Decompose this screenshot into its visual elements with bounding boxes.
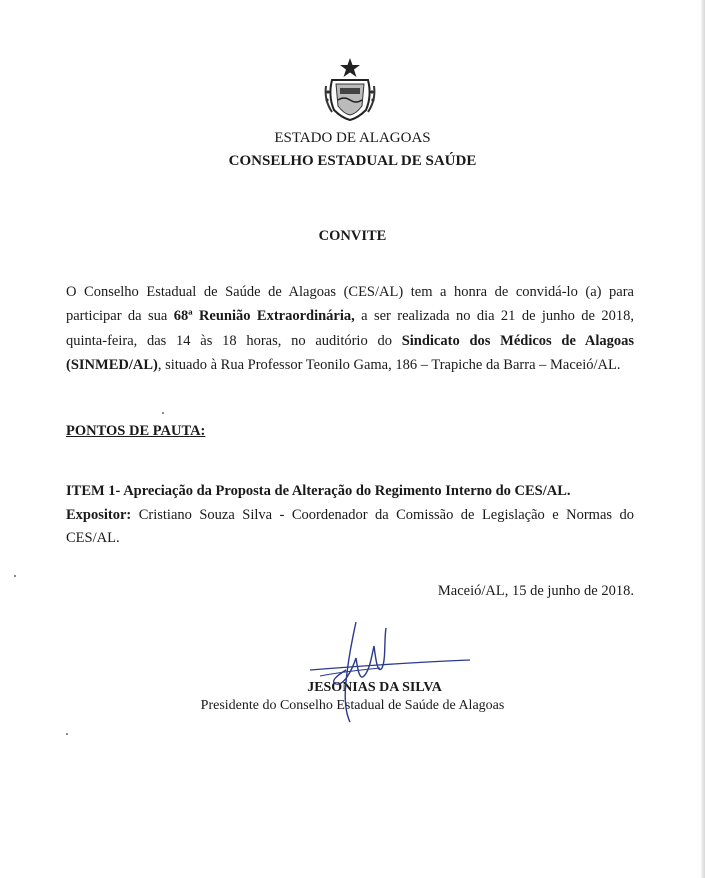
venue-name: Sindicato dos Médicos de Alagoas bbox=[401, 333, 634, 349]
council-heading: CONSELHO ESTADUAL DE SAÚDE bbox=[228, 153, 477, 169]
date-line: Maceió/AL, 15 de junho de 2018. bbox=[437, 583, 634, 599]
agenda-presenter: Expositor: Cristiano Souza Silva - Coordenador da Comissão de Legislação e Normas do bbox=[66, 507, 634, 523]
signatory-name: JESONIAS DA SILVA bbox=[307, 680, 442, 695]
invitation-line-1: O Conselho Estadual de Saúde de Alagoas (CES/AL) tem a honra de convidá-lo (a) para bbox=[66, 284, 634, 300]
scan-speck bbox=[162, 412, 164, 414]
agenda-item-1: ITEM 1- Apreciação da Proposta de Alteração do Regimento Interno do CES/AL. bbox=[66, 483, 571, 499]
invitation-line-3: quinta-feira, das 14 às 18 horas, no auditório do Sindicato dos Médicos de Alagoas bbox=[66, 333, 634, 349]
alagoas-coat-of-arms-icon bbox=[322, 56, 378, 122]
signatory-role: Presidente do Conselho Estadual de Saúde de Alagoas bbox=[200, 698, 505, 713]
scan-speck bbox=[66, 733, 68, 735]
presenter-label: Expositor: bbox=[66, 507, 132, 523]
document-title: CONVITE bbox=[318, 228, 387, 244]
agenda-presenter-cont: CES/AL. bbox=[66, 530, 120, 546]
state-heading: ESTADO DE ALAGOAS bbox=[274, 130, 431, 146]
meeting-name: 68ª Reunião Extraordinária, bbox=[173, 308, 355, 324]
venue-acronym: (SINMED/AL) bbox=[66, 357, 158, 373]
invitation-line-4: (SINMED/AL), situado à Rua Professor Teonilo Gama, 186 – Trapiche da Barra – Maceió/AL. bbox=[66, 357, 621, 373]
agenda-heading: PONTOS DE PAUTA: bbox=[66, 423, 206, 439]
handwritten-signature bbox=[300, 610, 480, 730]
scan-speck bbox=[14, 575, 16, 577]
invitation-line-2: participar da sua 68ª Reunião Extraordinária, a ser realizada no dia 21 de junho de 2018, bbox=[66, 308, 634, 324]
